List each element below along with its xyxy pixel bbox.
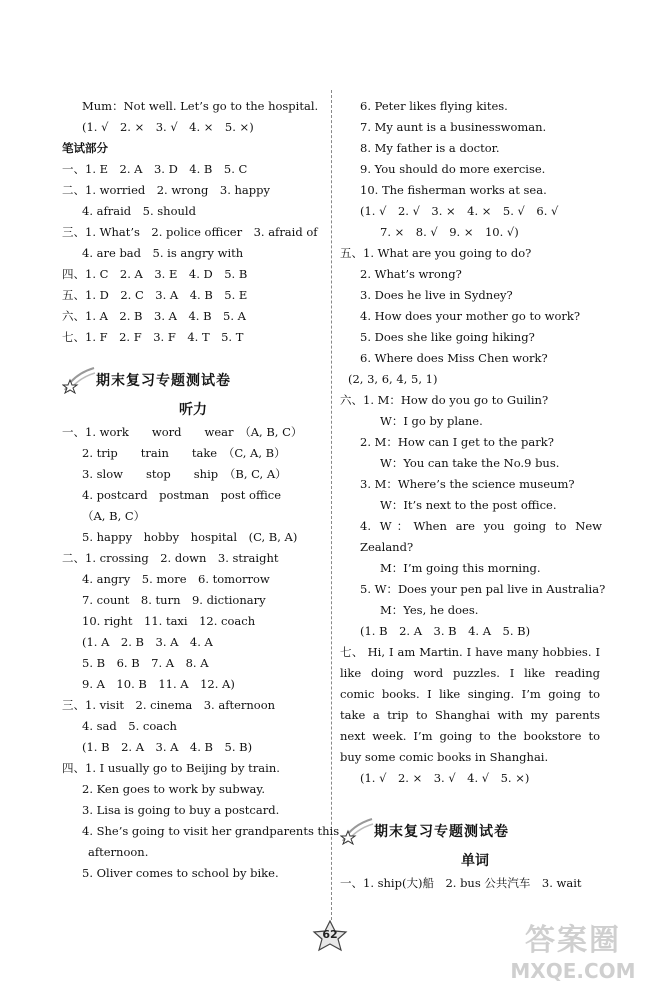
text-line: 5. B 6. B 7. A 8. A — [82, 656, 209, 670]
text-line: 4. afraid 5. should — [82, 204, 196, 218]
text-line: 2. M：How can I get to the park? — [360, 435, 554, 449]
watermark-logo: 答案圈 — [525, 923, 621, 958]
text-line: 5. W：Does your pen pal live in Australia? — [360, 582, 606, 596]
text-line: 2. Ken goes to work by subway. — [82, 782, 266, 796]
text-line: 四、1. C 2. A 3. E 4. D 5. B — [62, 267, 248, 281]
page-number-text: 62 — [322, 928, 338, 941]
text-line: （A, B, C） — [82, 509, 146, 523]
section-title: 期末复习专题测试卷 — [96, 373, 231, 389]
text-line: W：You can take the No.9 bus. — [380, 456, 560, 470]
text-line: 一、1. work word wear （A, B, C） — [62, 425, 303, 439]
text-line: 5. Oliver comes to school by bike. — [82, 866, 279, 880]
text-line: 4. She’s going to visit her grandparents this — [82, 824, 340, 838]
text-line: Mum：Not well. Let’s go to the hospital. — [82, 99, 319, 113]
section-header — [340, 815, 610, 849]
paragraph: 七、 Hi, I am Martin. I have many hobbies. I like doing word puzzles. I like reading comic books. I like singing. I’m going to take a trip to Shanghai with my parents next week. I’m going to the bookstore to buy some comic books in Shanghai. — [340, 645, 600, 764]
text-line: 4. angry 5. more 6. tomorrow — [82, 572, 270, 586]
text-line: M：I’m going this morning. — [380, 561, 541, 575]
text-line: (1. B 2. A 3. B 4. A 5. B) — [360, 624, 531, 638]
text-line: 6. Where does Miss Chen work? — [360, 351, 548, 365]
text-line: (2, 3, 6, 4, 5, 1) — [348, 372, 438, 386]
text-line: 七、1. F 2. F 3. F 4. T 5. T — [62, 330, 244, 344]
text-line: 2. trip train take （C, A, B） — [82, 446, 286, 460]
text-line: 5. Does she like going hiking? — [360, 330, 535, 344]
section-heading: 笔试部分 — [62, 141, 108, 155]
text-line: 4. How does your mother go to work? — [360, 309, 581, 323]
watermark — [488, 915, 658, 987]
right-column — [340, 96, 610, 894]
text-line: 10. The fisherman works at sea. — [360, 183, 547, 197]
text-line: W：I go by plane. — [380, 414, 483, 428]
text-line: 3. M：Where’s the science museum? — [360, 477, 575, 491]
text-line: 5. happy hobby hospital (C, B, A) — [82, 530, 298, 544]
text-line: 一、1. ship(大)船 2. bus 公共汽车 3. wait — [340, 876, 582, 890]
text-line: 7. count 8. turn 9. dictionary — [82, 593, 266, 607]
text-line: 3. slow stop ship （B, C, A） — [82, 467, 287, 481]
text-line: 4. W：When are you going to New Zealand? — [360, 519, 602, 554]
star-icon — [340, 815, 374, 845]
text-line: 一、1. E 2. A 3. D 4. B 5. C — [62, 162, 248, 176]
text-line: 4. sad 5. coach — [82, 719, 177, 733]
text-line: 8. My father is a doctor. — [360, 141, 500, 155]
text-line: (1. √ 2. × 3. √ 4. √ 5. ×) — [360, 771, 530, 785]
text-line: 五、1. What are you going to do? — [340, 246, 532, 260]
text-line: (1. A 2. B 3. A 4. A — [82, 635, 213, 649]
text-line: 四、1. I usually go to Beijing by train. — [62, 761, 280, 775]
star-icon — [62, 364, 96, 394]
text-line: 2. What’s wrong? — [360, 267, 462, 281]
text-line: 9. You should do more exercise. — [360, 162, 546, 176]
text-line: 6. Peter likes flying kites. — [360, 99, 508, 113]
text-line: 六、1. A 2. B 3. A 4. B 5. A — [62, 309, 246, 323]
text-line: (1. √ 2. √ 3. × 4. × 5. √ 6. √ — [360, 204, 559, 218]
text-line: 7. × 8. √ 9. × 10. √) — [380, 225, 519, 239]
text-line: 10. right 11. taxi 12. coach — [82, 614, 256, 628]
text-line: 4. are bad 5. is angry with — [82, 246, 244, 260]
text-line: 4. postcard postman post office — [82, 488, 282, 502]
watermark-url: MXQE.COM — [510, 959, 636, 983]
text-line: 三、1. visit 2. cinema 3. afternoon — [62, 698, 276, 712]
text-line: 二、1. crossing 2. down 3. straight — [62, 551, 279, 565]
text-line: W：It’s next to the post office. — [380, 498, 557, 512]
column-divider — [331, 90, 332, 920]
text-line: 9. A 10. B 11. A 12. A) — [82, 677, 235, 691]
page-number — [308, 920, 352, 952]
text-line: (1. √ 2. × 3. √ 4. × 5. ×) — [82, 120, 254, 134]
left-column — [62, 96, 340, 884]
text-line: M：Yes, he does. — [380, 603, 479, 617]
section-header — [62, 364, 324, 398]
text-line: 六、1. M：How do you go to Guilin? — [340, 393, 549, 407]
section-subtitle: 单词 — [461, 853, 489, 869]
text-line: 7. My aunt is a businesswoman. — [360, 120, 547, 134]
text-line: 二、1. worried 2. wrong 3. happy — [62, 183, 271, 197]
text-line: 五、1. D 2. C 3. A 4. B 5. E — [62, 288, 248, 302]
text-line: afternoon. — [88, 845, 149, 859]
text-line: 三、1. What’s 2. police officer 3. afraid of — [62, 225, 318, 239]
text-line: 3. Lisa is going to buy a postcard. — [82, 803, 280, 817]
text-line: (1. B 2. A 3. A 4. B 5. B) — [82, 740, 253, 754]
section-title: 期末复习专题测试卷 — [374, 824, 509, 840]
section-subtitle: 听力 — [179, 402, 207, 418]
text-line: 3. Does he live in Sydney? — [360, 288, 513, 302]
